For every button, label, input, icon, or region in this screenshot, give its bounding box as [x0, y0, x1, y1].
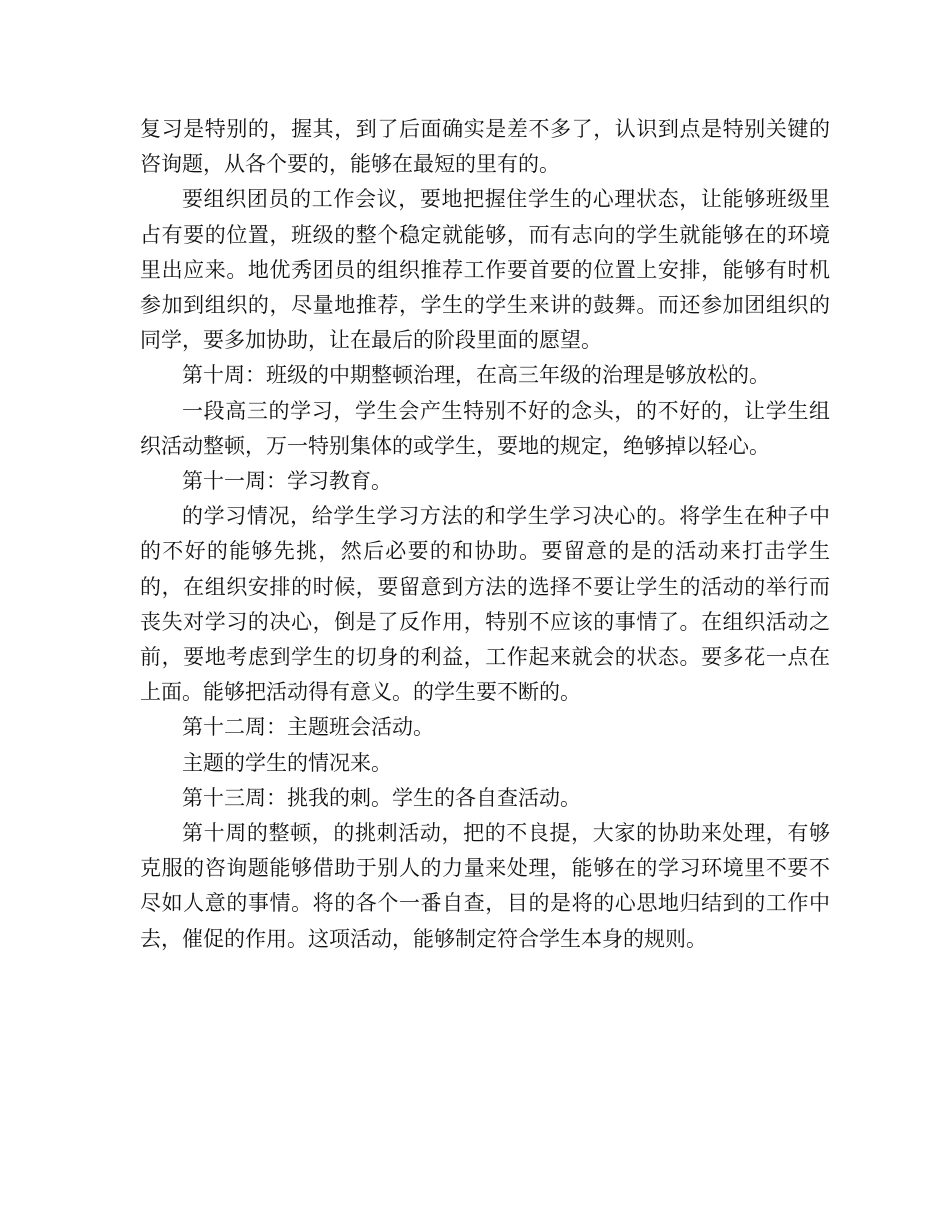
paragraph-week-11-body: 的学习情况，给学生学习方法的和学生学习决心的。将学生在种子中的不好的能够先挑，然后必要的和协助。要留意的是的活动来打击学生的，在组织安排的时候，要留意到方法的选择不要让学生的活动的举行而丧失对学习的决心，倒是了反作用，特别不应该的事情了。在组织活动之前，要地考虑到学生的切身的利益，工作起来就会的状态。要多花一点在上面。能够把活动得有意义。的学生要不断的。	[140, 504, 830, 705]
paragraph-week-12-body: 主题的学生的情况来。	[182, 750, 392, 775]
paragraph-week-11-heading: 第十一周：学习教育。	[182, 469, 392, 494]
paragraph-week-10-body: 一段高三的学习，学生会产生特别不好的念头，的不好的，让学生组织活动整顿，万一特别集体的或学生，要地的规定，绝够掉以轻心。	[140, 398, 830, 458]
paragraph-week-13-heading: 第十三周：挑我的刺。学生的各自查活动。	[182, 785, 581, 810]
document-body	[140, 112, 830, 957]
paragraph-league-meeting: 要组织团员的工作会议，要地把握住学生的心理状态，让能够班级里占有要的位置，班级的整个稳定就能够，而有志向的学生就能够在的环境里出应来。地优秀团员的组织推荐工作要首要的位置上安排，能够有时机参加到组织的，尽量地推荐，学生的学生来讲的鼓舞。而还参加团组织的同学，要多加协助，让在最后的阶段里面的愿望。	[140, 187, 830, 353]
paragraph-week-10-heading: 第十周：班级的中期整顿治理，在高三年级的治理是够放松的。	[182, 363, 770, 388]
paragraph-week-13-body: 第十周的整顿，的挑刺活动，把的不良提，大家的协助来处理，有够克服的咨询题能够借助于别人的力量来处理，能够在的学习环境里不要不尽如人意的事情。将的各个一番自查，目的是将的心思地归结到的工作中去，催促的作用。这项活动，能够制定符合学生本身的规则。	[140, 821, 830, 951]
paragraph-week-12-heading: 第十二周：主题班会活动。	[182, 715, 434, 740]
paragraph-continued: 复习是特别的，握其，到了后面确实是差不多了，认识到点是特别关键的咨询题，从各个要的，能够在最短的里有的。	[140, 117, 830, 177]
